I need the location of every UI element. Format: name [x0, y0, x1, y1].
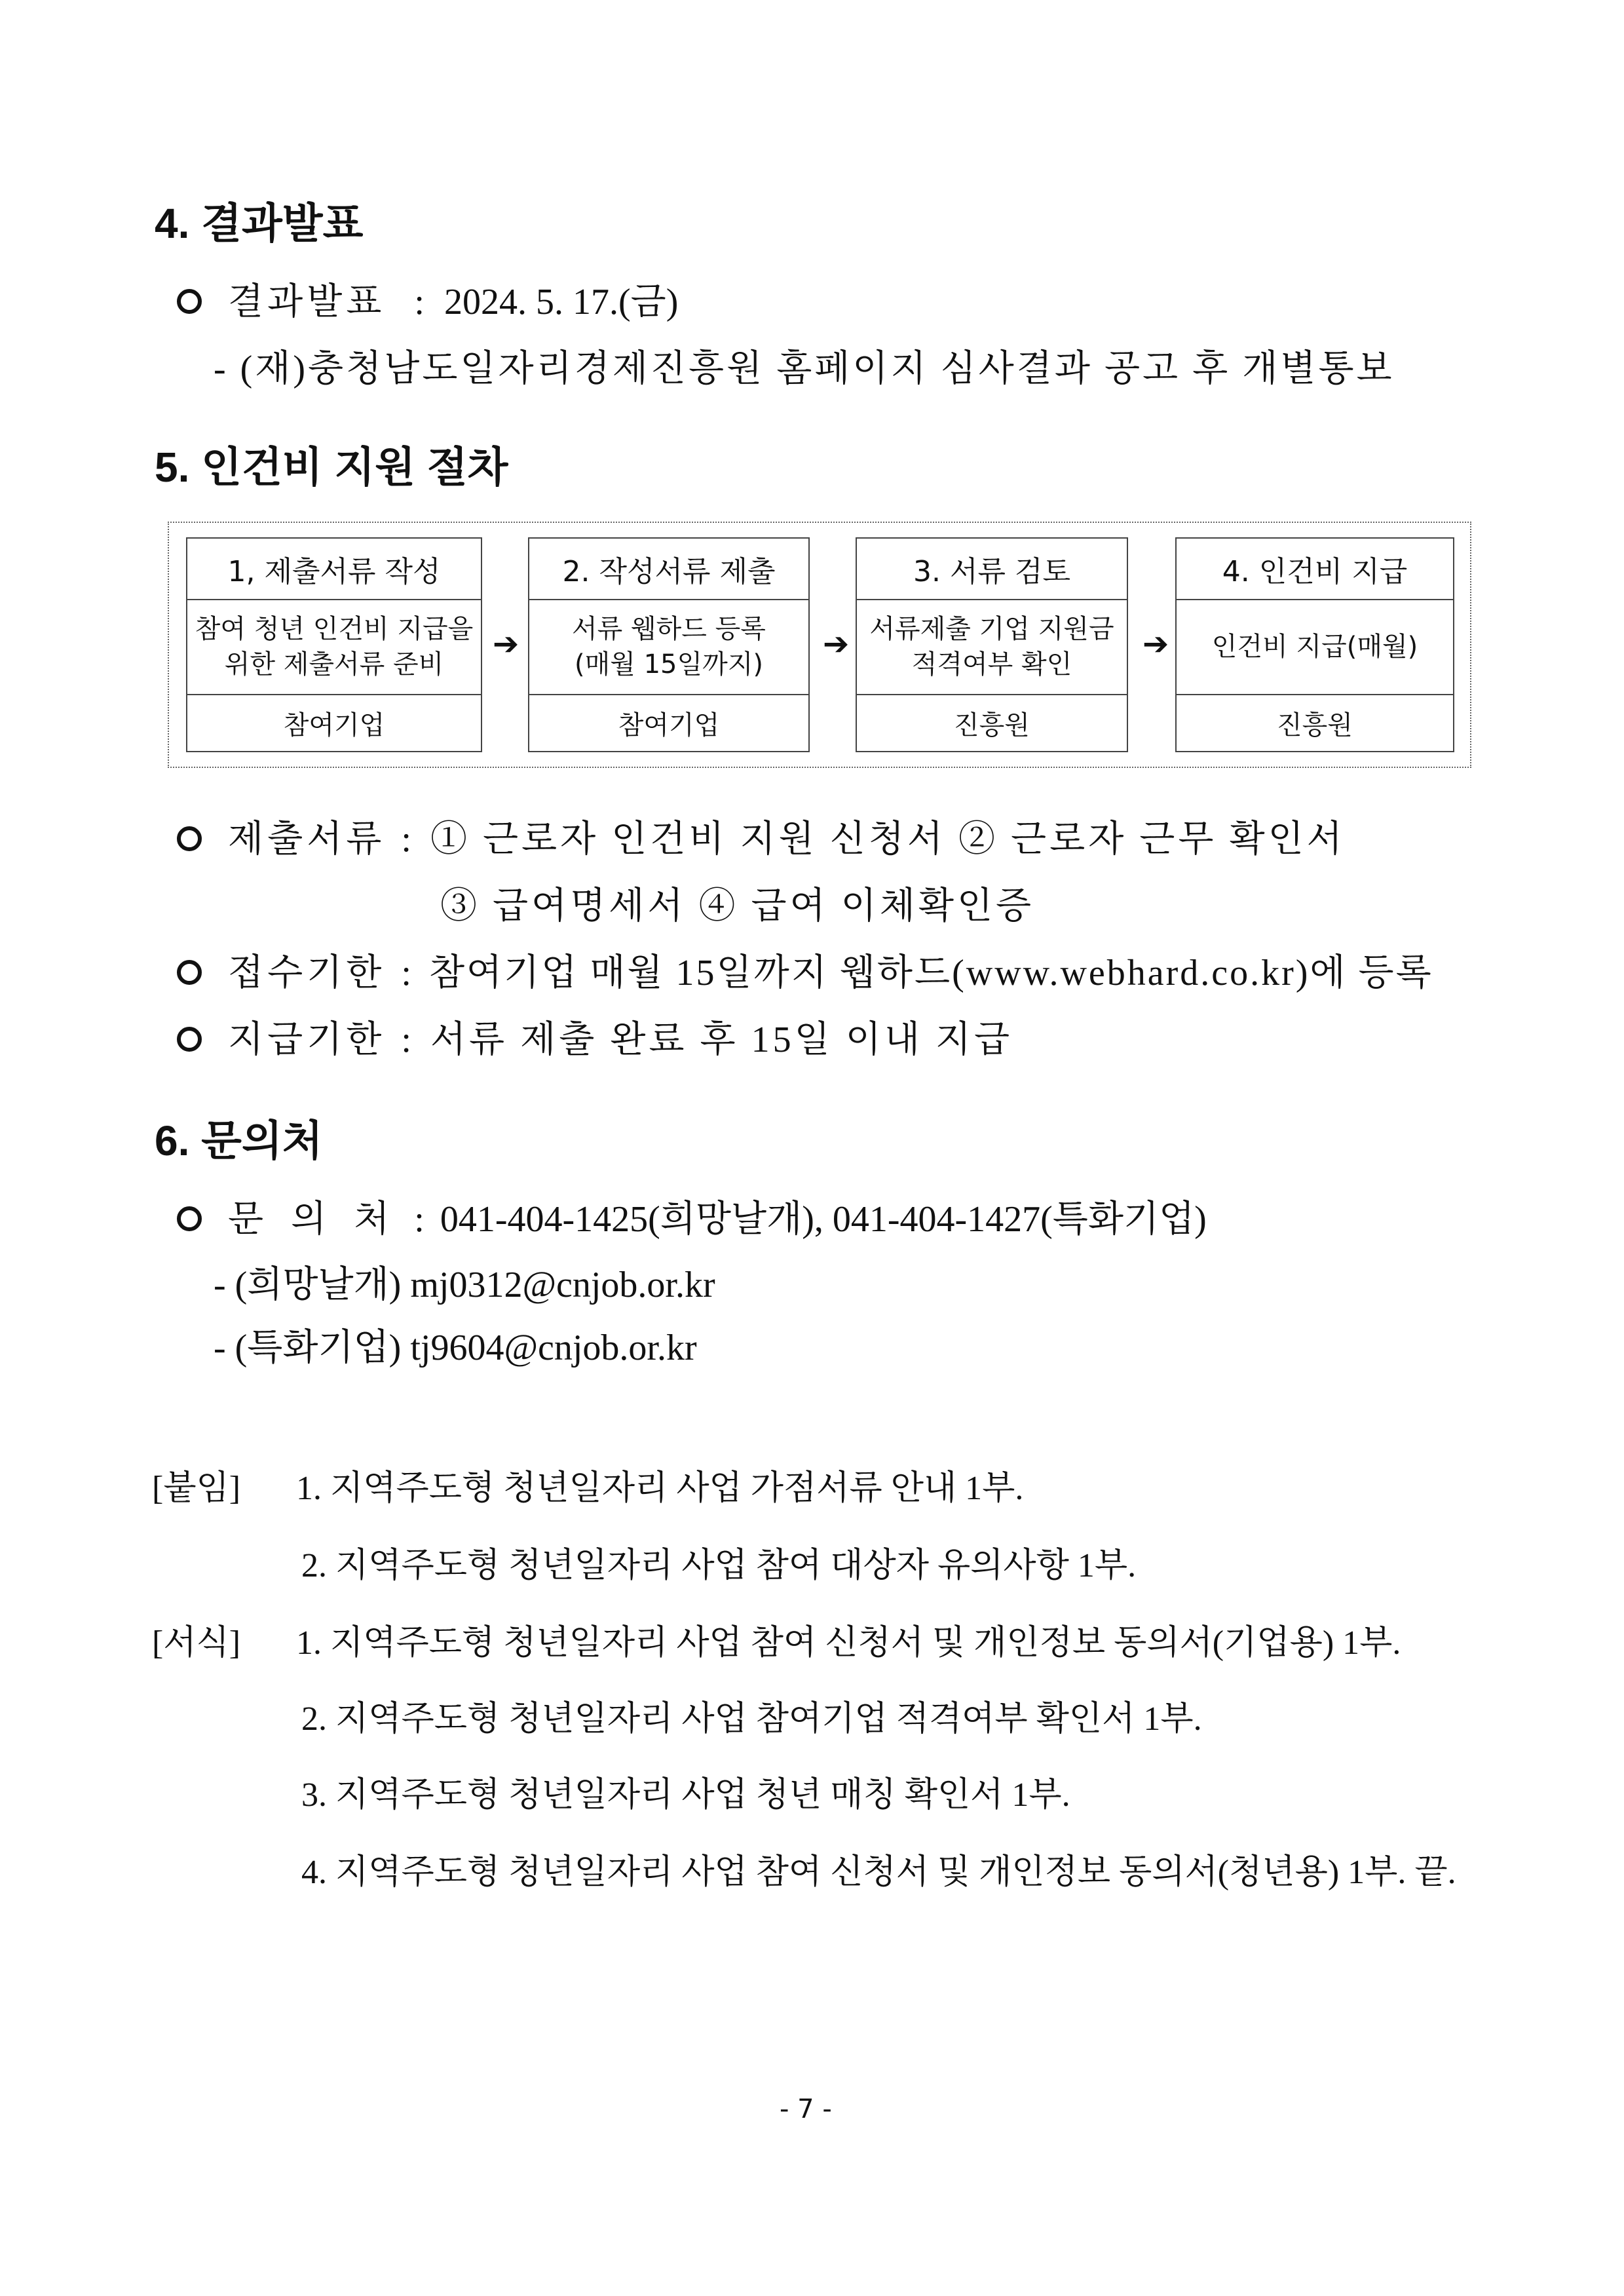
arrow-right-icon: ➔	[823, 626, 850, 662]
bullet-circle-icon	[177, 1027, 202, 1052]
flow-step-desc-line: 서류제출 기업 지원금	[869, 613, 1114, 644]
flow-step-desc-line: 적격여부 확인	[911, 649, 1072, 679]
contact-email-1: - (희망날개) mj0312@cnjob.or.kr	[214, 1265, 715, 1305]
pay-item: 지급기한 : 서류 제출 완료 후 15일 이내 지급	[177, 1010, 1013, 1063]
form-item: 1. 지역주도형 청년일자리 사업 참여 신청서 및 개인정보 동의서(기업용) 1부.	[296, 1624, 1401, 1662]
form-item: 2. 지역주도형 청년일자리 사업 참여기업 적격여부 확인서 1부.	[301, 1700, 1202, 1738]
docs-label: 제출서류	[228, 819, 386, 860]
flow-step-2	[528, 537, 810, 752]
docs-line-1: ① 근로자 인건비 지원 신청서 ② 근로자 근무 확인서	[430, 819, 1346, 860]
section4-item-value: 2024. 5. 17.(금)	[444, 282, 679, 322]
attachment-item: 2. 지역주도형 청년일자리 사업 참여 대상자 유의사항 1부.	[301, 1547, 1137, 1584]
flow-step-desc	[187, 599, 481, 695]
flow-step-title: 4. 인건비 지급	[1177, 539, 1453, 600]
flow-step-title: 3. 서류 검토	[857, 539, 1127, 600]
section4-item-label: 결과발표	[228, 282, 386, 322]
contact-item: 문 의 처 : 041-404-1425(희망날개), 041-404-1427(특화기업)	[177, 1190, 1207, 1242]
deadline-value: 참여기업 매월 15일까지 웹하드(www.webhard.co.kr)에 등록	[428, 953, 1433, 993]
deadline-label: 접수기한	[228, 953, 386, 993]
flow-step-desc-line: (매월 15일까지)	[574, 649, 764, 679]
bullet-circle-icon	[177, 960, 202, 985]
flow-step-owner: 진흥원	[1277, 710, 1353, 740]
forms-label: [서식]	[152, 1624, 241, 1662]
flow-step-desc	[529, 599, 808, 695]
flow-step-desc	[1177, 599, 1453, 695]
flow-step-desc-line: 서류 웹하드 등록	[572, 613, 766, 644]
contact-value: 041-404-1425(희망날개), 041-404-1427(특화기업)	[440, 1199, 1207, 1240]
form-item: 4. 지역주도형 청년일자리 사업 참여 신청서 및 개인정보 동의서(청년용) 1부. 끝.	[301, 1854, 1456, 1891]
flow-step-owner: 참여기업	[618, 710, 720, 740]
flow-step-title: 1, 제출서류 작성	[187, 539, 481, 600]
section4-heading: 4. 결과발표	[155, 200, 364, 247]
flow-step-4	[1175, 537, 1454, 752]
flow-step-owner: 참여기업	[283, 710, 385, 740]
deadline-item: 접수기한 : 참여기업 매월 15일까지 웹하드(www.webhard.co.kr)에 등록	[177, 944, 1433, 996]
pay-value: 서류 제출 완료 후 15일 이내 지급	[430, 1020, 1013, 1060]
attachments-label: [붙임]	[152, 1470, 241, 1507]
attachment-item: 1. 지역주도형 청년일자리 사업 가점서류 안내 1부.	[296, 1470, 1024, 1507]
section6-heading: 6. 문의처	[155, 1117, 323, 1164]
flow-step-3	[856, 537, 1128, 752]
contact-email-2: - (특화기업) tj9604@cnjob.or.kr	[214, 1328, 697, 1368]
bullet-circle-icon	[177, 289, 202, 314]
flow-step-owner: 진흥원	[954, 710, 1030, 740]
flow-step-desc-line: 인건비 지급(매월)	[1211, 631, 1418, 662]
pay-label: 지급기한	[228, 1020, 386, 1060]
section4-note: - (재)충청남도일자리경제진흥원 홈페이지 심사결과 공고 후 개별통보	[214, 349, 1395, 389]
section5-heading: 5. 인건비 지원 절차	[155, 444, 508, 491]
flow-step-1	[186, 537, 482, 752]
flow-step-title: 2. 작성서류 제출	[529, 539, 808, 600]
docs-item: 제출서류 : ① 근로자 인건비 지원 신청서 ② 근로자 근무 확인서	[177, 810, 1346, 862]
docs-line-2: ③ 급여명세서 ④ 급여 이체확인증	[440, 886, 1035, 927]
bullet-circle-icon	[177, 826, 202, 851]
contact-label: 문 의 처	[228, 1199, 399, 1240]
bullet-circle-icon	[177, 1206, 202, 1231]
flow-step-desc	[857, 599, 1127, 695]
flow-step-desc-line: 참여 청년 인건비 지급을	[195, 613, 474, 644]
section4-item: 결과발표 : 2024. 5. 17.(금)	[177, 273, 678, 325]
page-number: - 7 -	[780, 2094, 832, 2124]
form-item: 3. 지역주도형 청년일자리 사업 청년 매칭 확인서 1부.	[301, 1776, 1070, 1814]
arrow-right-icon: ➔	[493, 626, 519, 662]
flow-step-desc-line: 위한 제출서류 준비	[224, 649, 444, 679]
arrow-right-icon: ➔	[1142, 626, 1169, 662]
